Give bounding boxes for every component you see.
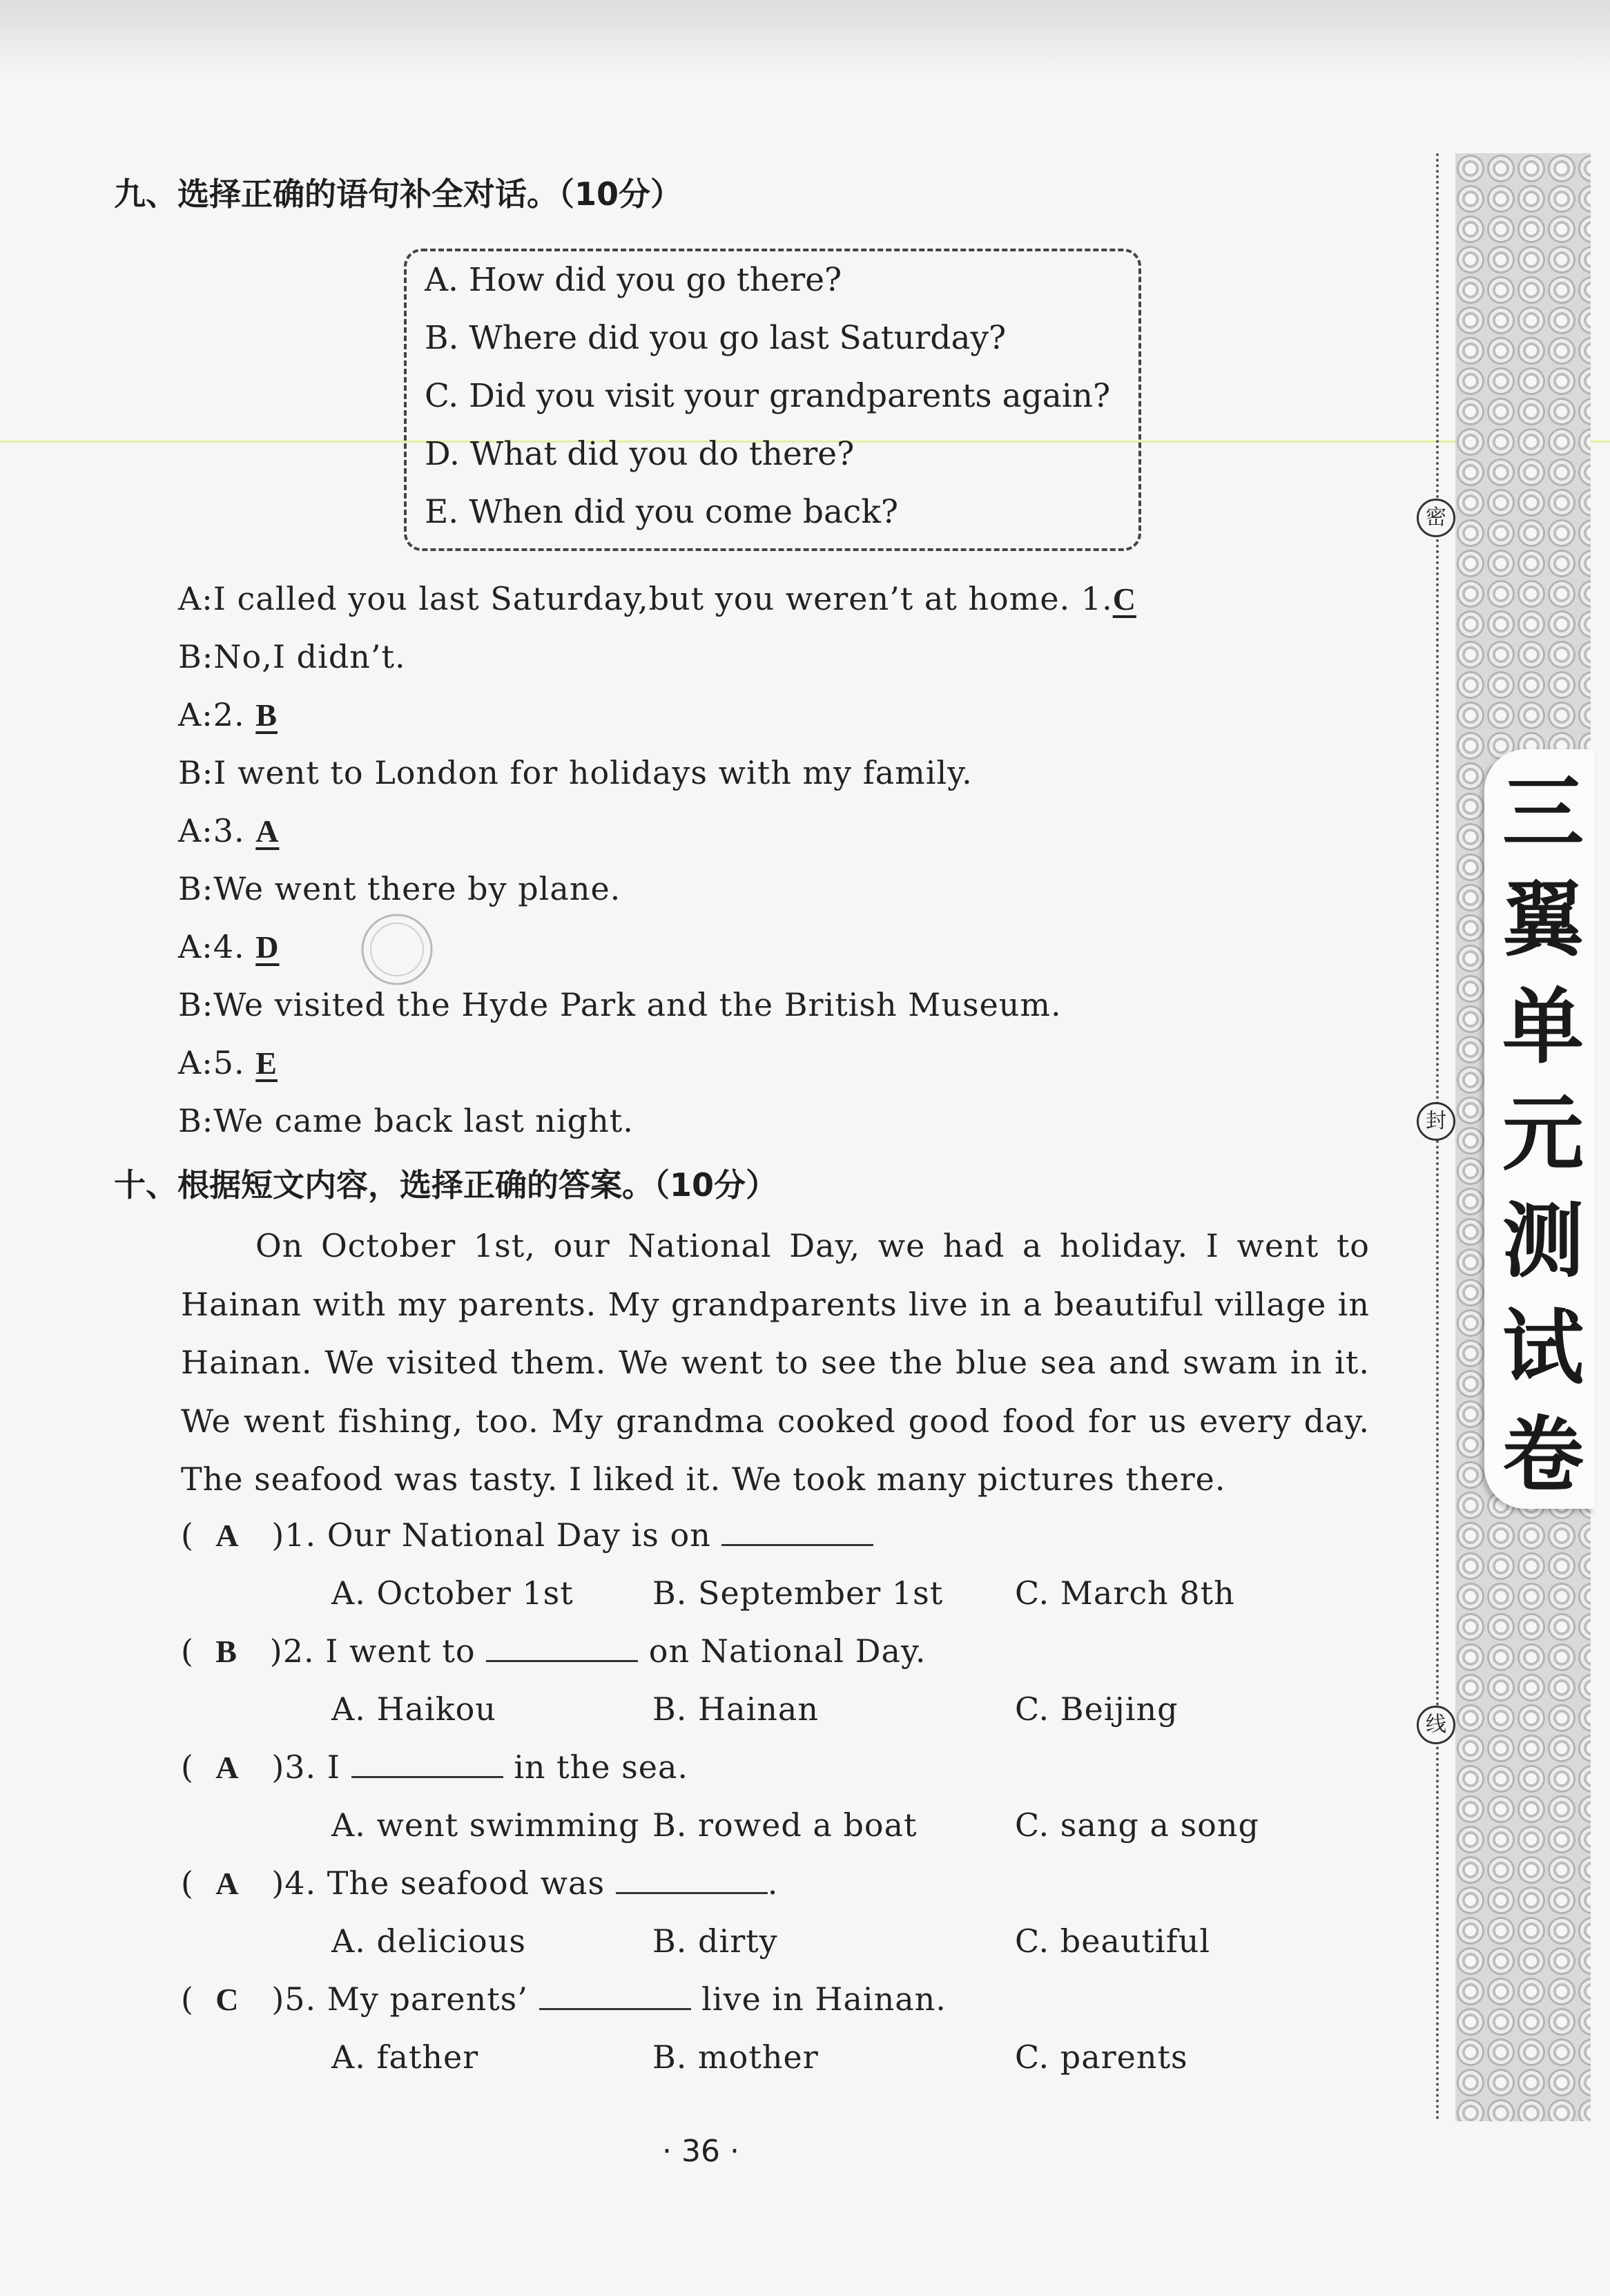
q1-answer: A — [215, 1518, 240, 1553]
q1-choice-a: A. October 1st — [331, 1574, 574, 1612]
answer-5: E — [255, 1045, 278, 1081]
q2-blank — [486, 1638, 638, 1662]
section10-heading: 十、根据短文内容，选择正确的答案。（10分） — [114, 1166, 778, 1204]
question-4: ( A )4. The seafood was . — [181, 1864, 779, 1902]
dialogue-line-3: A:2. B — [178, 696, 278, 733]
q1-choice-b: B. September 1st — [652, 1574, 944, 1612]
q2-choice-c: C. Beijing — [1015, 1690, 1179, 1728]
q5-answer: C — [215, 1982, 240, 2017]
q4-answer: A — [215, 1866, 240, 1901]
dialogue-line-4: B:I went to London for holidays with my family. — [178, 754, 973, 791]
dialogue-line-5: A:3. A — [178, 812, 280, 849]
q3-choice-b: B. rowed a boat — [652, 1806, 918, 1844]
q3-answer: A — [215, 1750, 240, 1785]
option-d: D. What did you do there? — [425, 435, 855, 473]
dialogue-line-1: A:I called you last Saturday,but you weren’t at home. 1.C — [178, 580, 1136, 617]
q4-blank — [616, 1870, 768, 1894]
q5-choice-a: A. father — [331, 2038, 479, 2076]
q1-choice-c: C. March 8th — [1015, 1574, 1235, 1612]
question-5: ( C )5. My parents’ live in Hainan. — [181, 1980, 947, 2018]
answer-3: A — [255, 813, 280, 849]
reading-passage: On October 1st, our National Day, we had a holiday. I went to Hainan with my parents. My grandparents live in a beautiful village in Hainan. We visited them. We went to see the blue sea and swam in it. We went fishing, too. My grandma cooked good food for us every day. The seafood was tasty. I liked it. We took many pictures there. — [181, 1227, 1370, 1498]
q5-choice-b: B. mother — [652, 2038, 819, 2076]
q3-blank — [351, 1754, 503, 1778]
question-1: ( A )1. Our National Day is on — [181, 1516, 873, 1554]
dialogue-line-9: A:5. E — [178, 1044, 278, 1081]
answer-1: C — [1112, 581, 1136, 617]
q4-choice-a: A. delicious — [331, 1922, 526, 1960]
page-number: · 36 · — [662, 2134, 739, 2169]
options-box — [404, 249, 1141, 551]
scan-top-shadow — [0, 0, 1610, 76]
option-c: C. Did you visit your grandparents again? — [425, 377, 1111, 415]
q3-choice-c: C. sang a song — [1015, 1806, 1259, 1844]
vertical-title: 三 翼 单 元 测 试 卷 — [1502, 765, 1584, 1503]
q4-choice-c: C. beautiful — [1015, 1922, 1211, 1960]
answer-4: D — [255, 929, 280, 965]
dialogue-line-6: B:We went there by plane. — [178, 870, 621, 907]
q3-choice-a: A. went swimming — [331, 1806, 640, 1844]
dialogue-line-2: B:No,I didn’t. — [178, 638, 406, 675]
q1-blank — [721, 1522, 873, 1546]
q5-blank — [539, 1986, 691, 2010]
dialogue-line-7: A:4. D — [178, 928, 280, 965]
question-3: ( A )3. I in the sea. — [181, 1748, 688, 1786]
question-2: ( B )2. I went to on National Day. — [181, 1632, 927, 1670]
q2-choice-a: A. Haikou — [331, 1690, 496, 1728]
dialogue-line-10: B:We came back last night. — [178, 1102, 634, 1139]
seal-feng: 封 — [1417, 1102, 1455, 1141]
section9-heading: 九、选择正确的语句补全对话。（10分） — [114, 175, 683, 213]
option-a: A. How did you go there? — [425, 261, 842, 299]
seal-xian: 线 — [1417, 1706, 1455, 1744]
dialogue-line-8: B:We visited the Hyde Park and the British Museum. — [178, 986, 1062, 1023]
option-e: E. When did you come back? — [425, 493, 899, 531]
q2-answer: B — [215, 1634, 237, 1669]
answer-2: B — [255, 697, 278, 733]
seal-mi: 密 — [1417, 499, 1455, 537]
q4-choice-b: B. dirty — [652, 1922, 778, 1960]
option-b: B. Where did you go last Saturday? — [425, 319, 1007, 357]
q5-choice-c: C. parents — [1015, 2038, 1188, 2076]
faint-stamp-icon — [359, 911, 435, 987]
q2-choice-b: B. Hainan — [652, 1690, 819, 1728]
